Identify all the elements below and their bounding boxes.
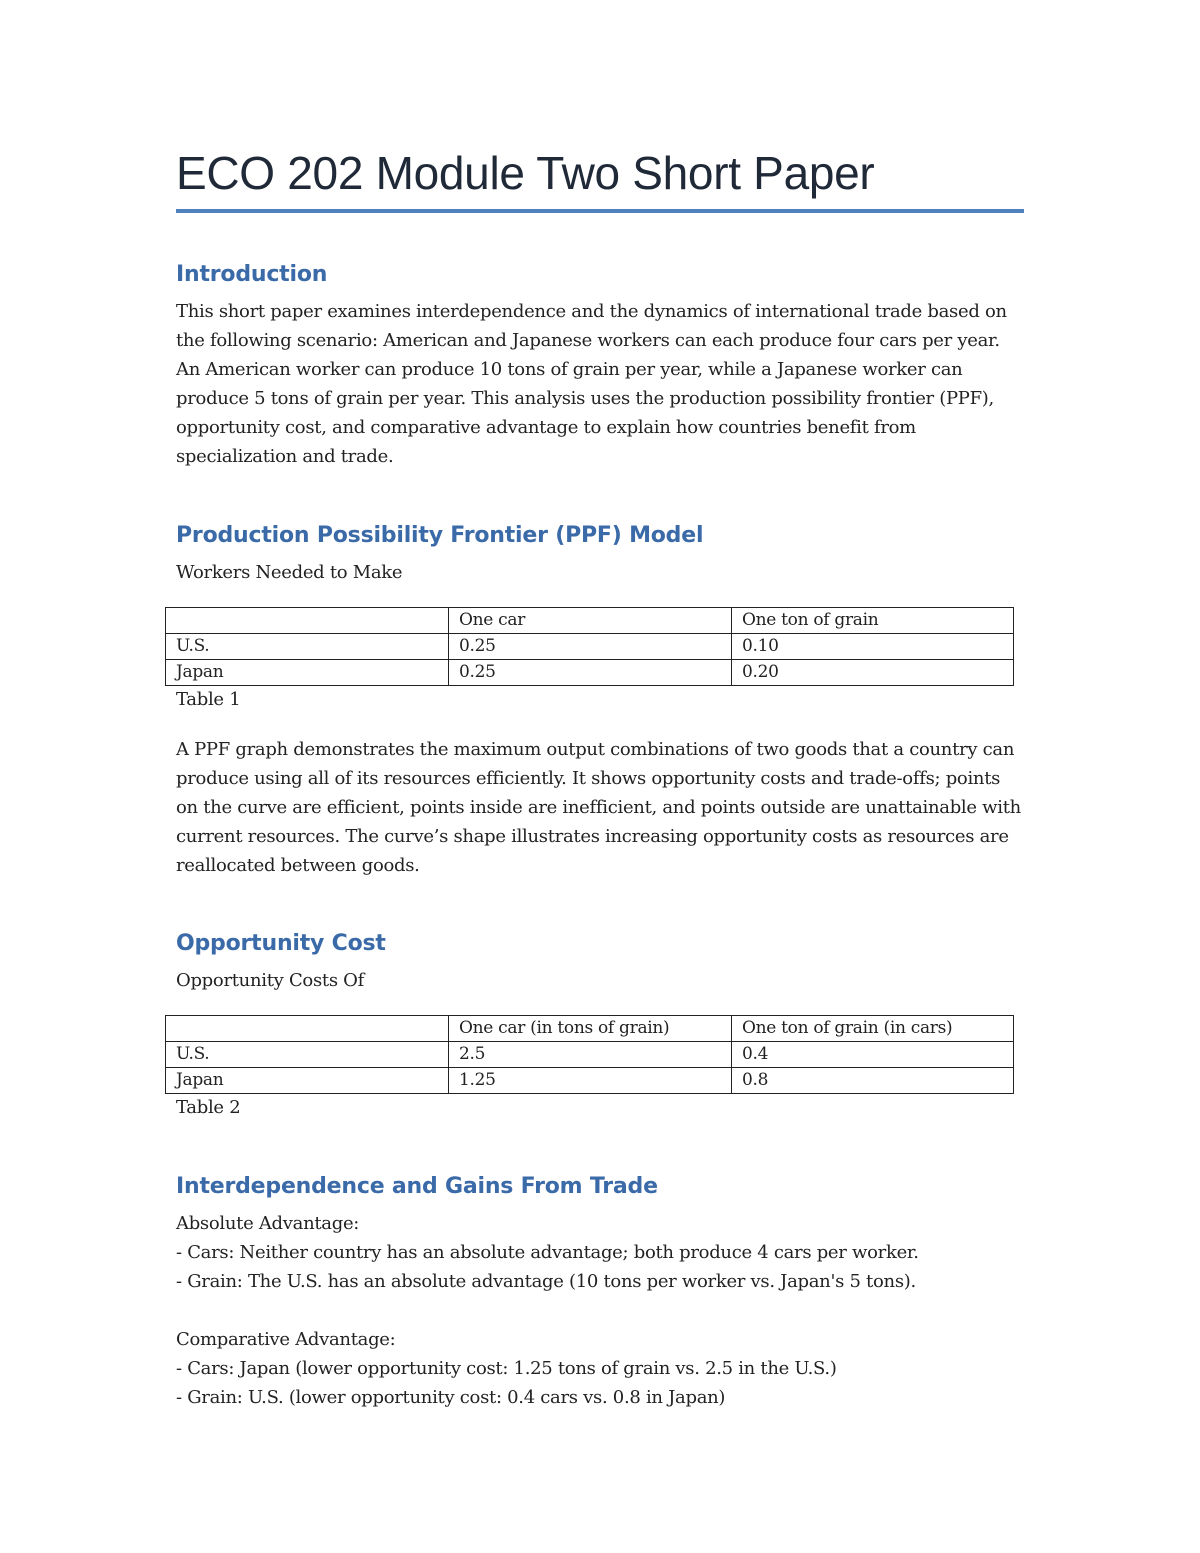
table-cell: 0.8 [732,1068,1014,1094]
introduction-paragraph: This short paper examines interdependence and the dynamics of international trade based on the following scenario: American and Japanese workers can each produce four cars per year. An American worker can produce 10 tons of grain per year, while a Japanese worker can produce 5 tons of grain per year. This analysis uses the production possibility frontier (PPF), opportunity cost, and comparative advantage to explain how countries benefit from specialization and trade. [176,301,1007,467]
table-row [166,1042,1014,1068]
table-cell: 0.25 [449,660,732,686]
page-title: ECO 202 Module Two Short Paper [176,147,875,199]
table-cell: Japan [166,660,449,686]
table-2-caption: Table 2 [176,1097,241,1118]
table-cell: One ton of grain [732,608,1014,634]
heading-ppf-model: Production Possibility Frontier (PPF) Model [176,523,704,548]
table-cell [166,1016,449,1042]
table-cell: 1.25 [449,1068,732,1094]
title-underline [176,209,1024,213]
heading-opportunity-cost: Opportunity Cost [176,931,386,956]
list-item: - Grain: U.S. (lower opportunity cost: 0.4 cars vs. 0.8 in Japan) [176,1387,726,1408]
table-1-caption: Table 1 [176,689,241,710]
comparative-advantage-label: Comparative Advantage: [176,1329,396,1350]
list-item: - Grain: The U.S. has an absolute advantage (10 tons per worker vs. Japan's 5 tons). [176,1271,916,1292]
table-cell: One car [449,608,732,634]
table-cell: U.S. [166,1042,449,1068]
opportunity-table-intro: Opportunity Costs Of [176,970,365,991]
table-cell: 0.25 [449,634,732,660]
list-item: - Cars: Neither country has an absolute advantage; both produce 4 cars per worker. [176,1242,919,1263]
table-header-row [166,608,1014,634]
table-cell [166,608,449,634]
absolute-advantage-label: Absolute Advantage: [176,1213,360,1234]
table-cell: 0.10 [732,634,1014,660]
table-cell: 0.4 [732,1042,1014,1068]
table-row [166,660,1014,686]
heading-gains-from-trade: Interdependence and Gains From Trade [176,1174,658,1199]
table-cell: One car (in tons of grain) [449,1016,732,1042]
table-cell: 0.20 [732,660,1014,686]
table-row [166,634,1014,660]
table-header-row [166,1016,1014,1042]
table-row [166,1068,1014,1094]
opportunity-costs-table [165,1015,1014,1094]
workers-needed-table [165,607,1014,686]
list-item: - Cars: Japan (lower opportunity cost: 1.25 tons of grain vs. 2.5 in the U.S.) [176,1358,837,1379]
table-cell: Japan [166,1068,449,1094]
ppf-table-intro: Workers Needed to Make [176,562,403,583]
heading-introduction: Introduction [176,262,328,287]
ppf-paragraph: A PPF graph demonstrates the maximum output combinations of two goods that a country can produce using all of its resources efficiently. It shows opportunity costs and trade-offs; points on the curve are efficient, points inside are inefficient, and points outside are unattainable with current resources. The curve’s shape illustrates increasing opportunity costs as resources are reallocated between goods. [176,739,1021,876]
table-cell: One ton of grain (in cars) [732,1016,1014,1042]
table-cell: U.S. [166,634,449,660]
table-cell: 2.5 [449,1042,732,1068]
